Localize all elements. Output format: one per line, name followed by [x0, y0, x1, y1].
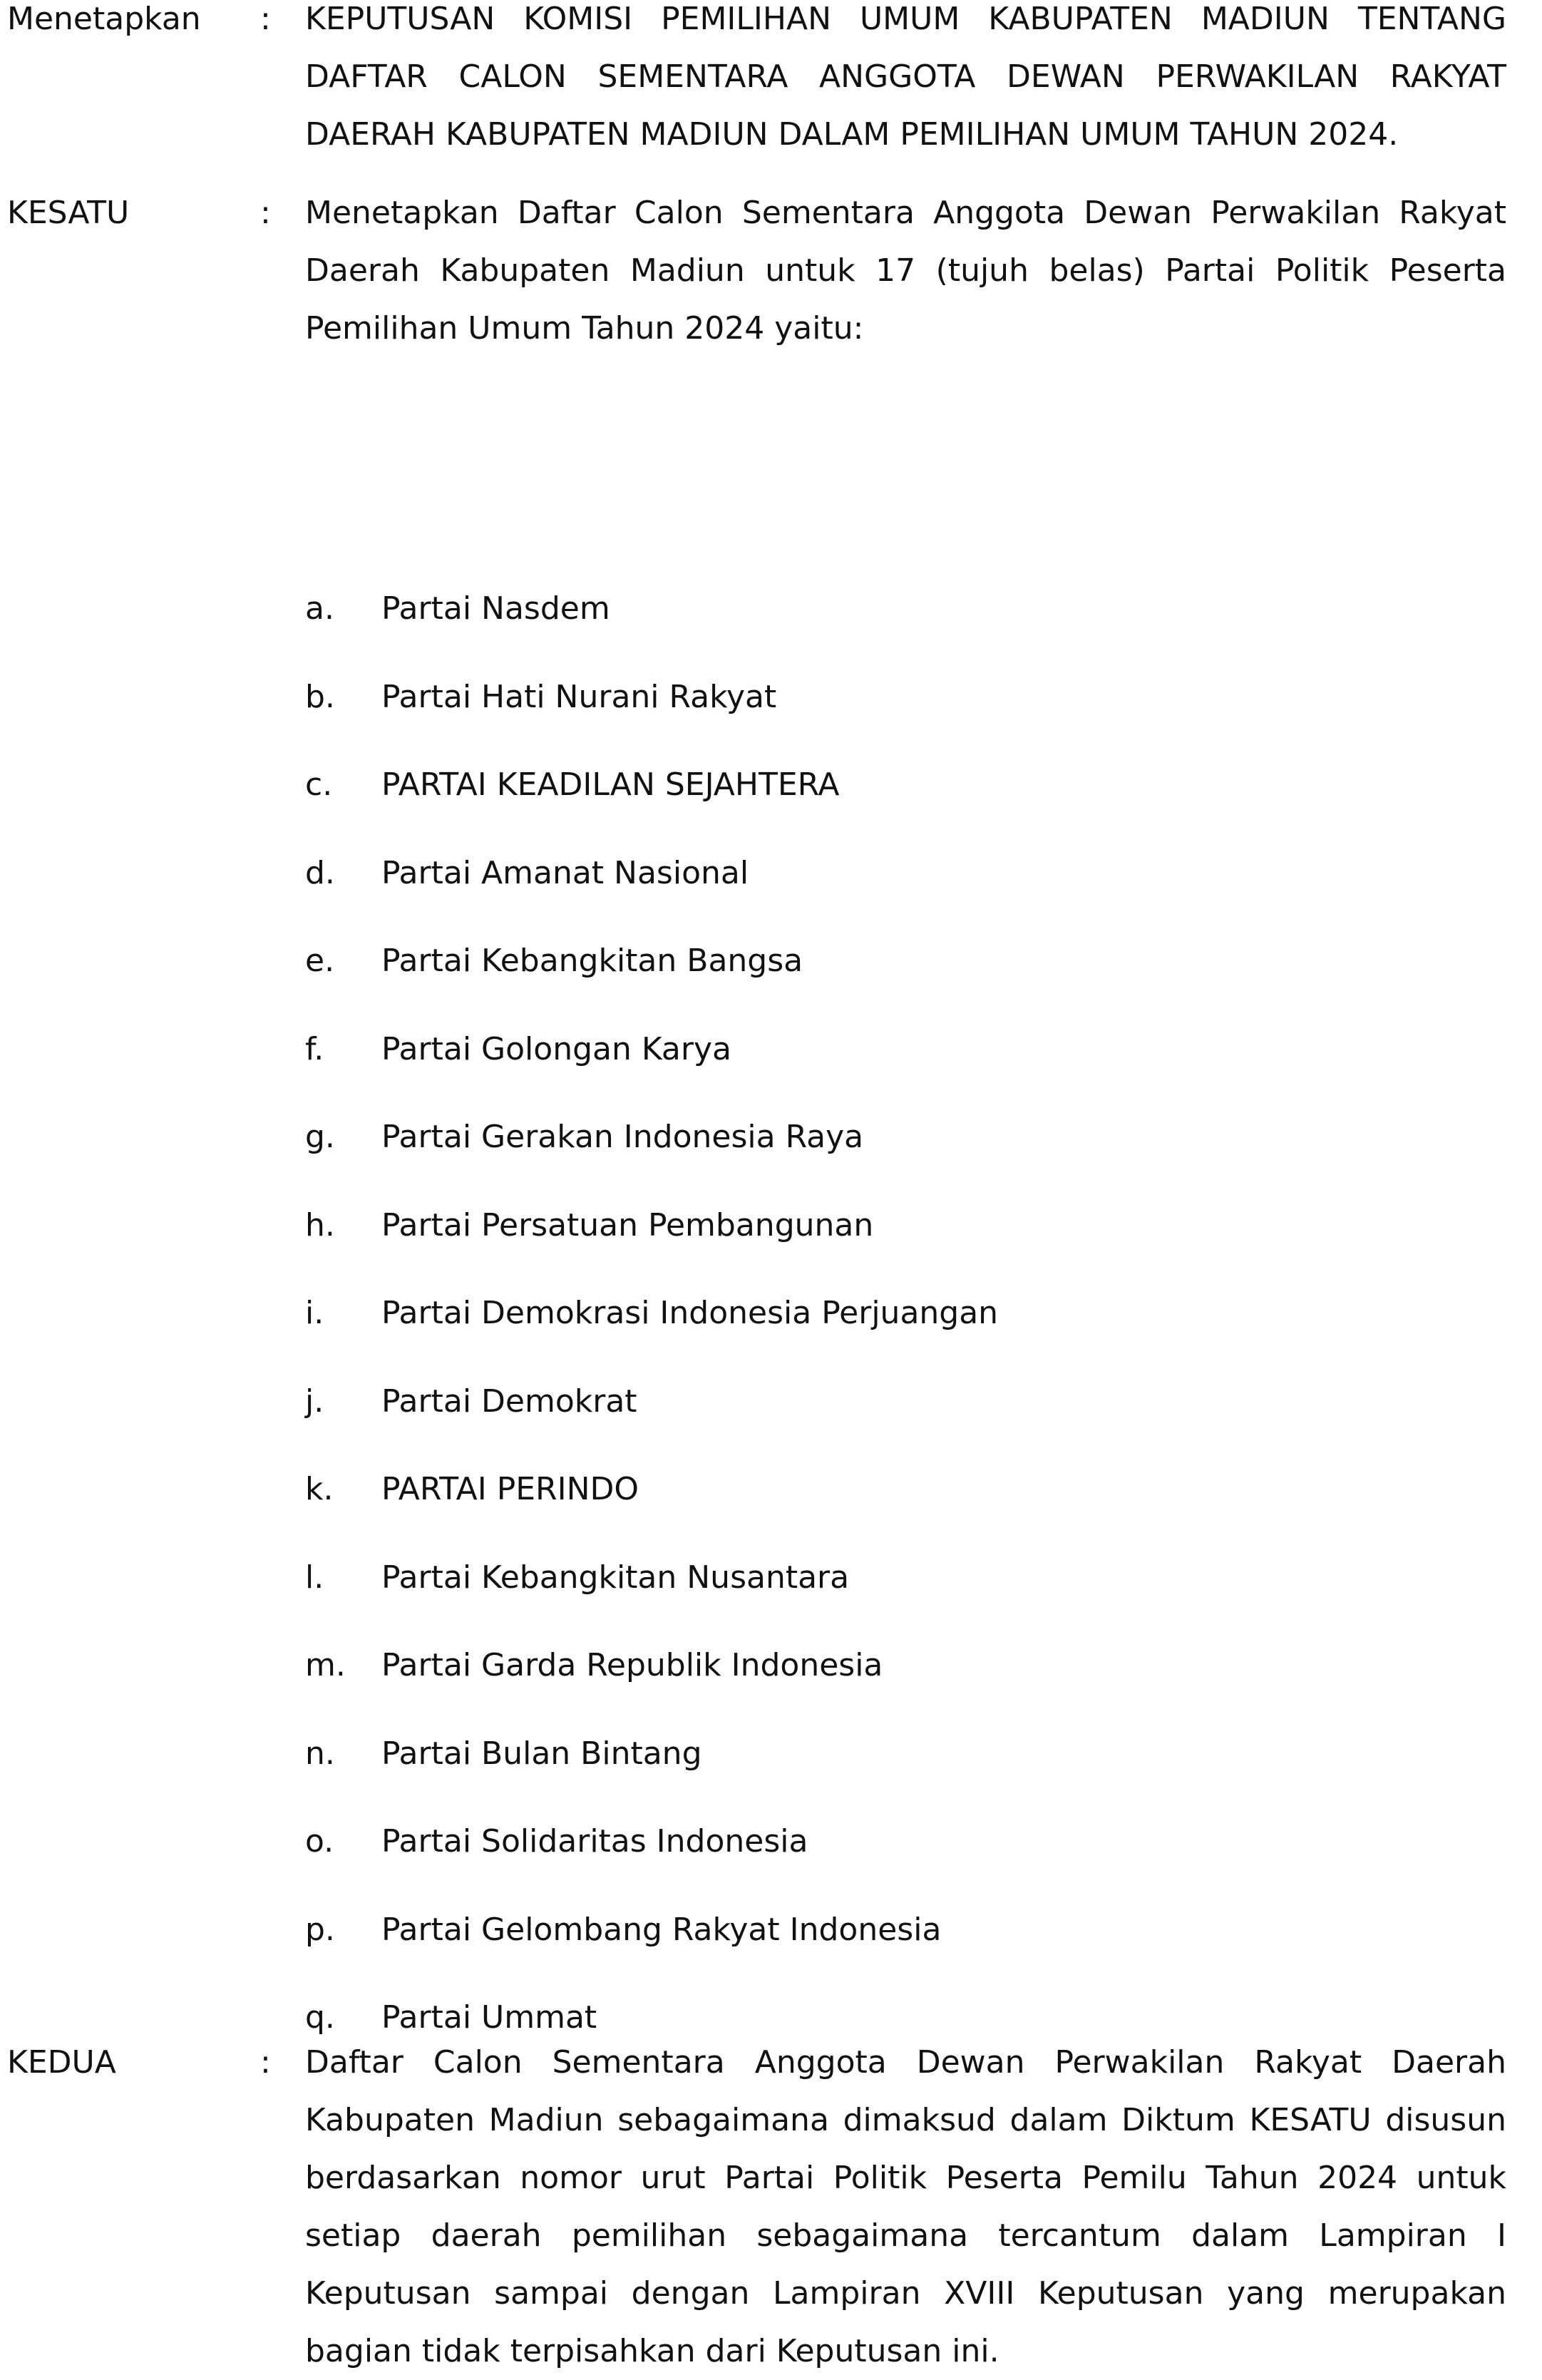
- section-label: KESATU: [7, 195, 130, 231]
- list-item: [0, 580, 1542, 637]
- list-item-letter: j.: [305, 1383, 324, 1420]
- list-item-letter: e.: [305, 943, 335, 979]
- list-item: [0, 1020, 1542, 1078]
- party-name: PARTAI PERINDO: [381, 1471, 639, 1507]
- list-item-letter: n.: [305, 1735, 335, 1772]
- list-item: [0, 844, 1542, 902]
- list-item-letter: a.: [305, 590, 334, 627]
- section-label: KEDUA: [7, 2044, 116, 2081]
- colon-separator: :: [260, 1, 271, 37]
- list-item-letter: b.: [305, 678, 335, 715]
- list-item-letter: f.: [305, 1030, 324, 1067]
- colon-separator: :: [260, 2044, 271, 2081]
- party-name: Partai Nasdem: [381, 590, 610, 627]
- party-name: Partai Gerakan Indonesia Raya: [381, 1119, 864, 1155]
- list-item: [0, 1284, 1542, 1342]
- kedua-text: Daftar Calon Sementara Anggota Dewan Perwakilan Rakyat Daerah Kabupaten Madiun sebagaimana dimaksud dalam Diktum KESATU disusun berdasarkan nomor urut Partai Politik Peserta Pemilu Tahun 2024 untuk setiap daerah pemilihan sebagaimana tercantum dalam Lampiran I Keputusan sampai dengan Lampiran XVIII Keputusan yang merupakan bagian tidak terpisahkan dari Keputusan ini.: [305, 2044, 1506, 2369]
- list-item: [0, 1196, 1542, 1254]
- list-item-letter: g.: [305, 1119, 335, 1155]
- party-name: PARTAI KEADILAN SEJAHTERA: [381, 766, 840, 803]
- party-name: Partai Hati Nurani Rakyat: [381, 678, 777, 715]
- decision-title: KEPUTUSAN KOMISI PEMILIHAN UMUM KABUPATEN MADIUN TENTANG DAFTAR CALON SEMENTARA ANGGOTA DEWAN PERWAKILAN RAKYAT DAERAH KABUPATEN MADIUN DALAM PEMILIHAN UMUM TAHUN 2024.: [305, 1, 1506, 153]
- party-name: Partai Bulan Bintang: [381, 1735, 702, 1772]
- list-item: [0, 756, 1542, 814]
- list-item-letter: l.: [305, 1559, 324, 1596]
- party-name: Partai Amanat Nasional: [381, 854, 749, 891]
- list-item: [0, 1460, 1542, 1518]
- list-item: [0, 1636, 1542, 1694]
- list-item-letter: d.: [305, 854, 335, 891]
- party-name: Partai Gelombang Rakyat Indonesia: [381, 1911, 942, 1948]
- list-item: [0, 1373, 1542, 1430]
- party-name: Partai Solidaritas Indonesia: [381, 1823, 808, 1860]
- list-item-letter: o.: [305, 1823, 334, 1860]
- list-item: [0, 932, 1542, 990]
- list-item: [0, 1108, 1542, 1166]
- list-item-letter: p.: [305, 1911, 335, 1948]
- party-name: Partai Persatuan Pembangunan: [381, 1206, 874, 1243]
- party-name: Partai Kebangkitan Nusantara: [381, 1559, 850, 1596]
- party-name: Partai Garda Republik Indonesia: [381, 1647, 883, 1683]
- party-name: Partai Golongan Karya: [381, 1030, 731, 1067]
- party-name: Partai Ummat: [381, 1999, 597, 2036]
- list-item-letter: c.: [305, 766, 333, 803]
- list-item: [0, 1725, 1542, 1783]
- list-item: [0, 668, 1542, 726]
- kesatu-text: Menetapkan Daftar Calon Sementara Anggota Dewan Perwakilan Rakyat Daerah Kabupaten Madiun untuk 17 (tujuh belas) Partai Politik Peserta Pemilihan Umum Tahun 2024 yaitu:: [305, 195, 1506, 347]
- list-item: [0, 1812, 1542, 1870]
- colon-separator: :: [260, 195, 271, 231]
- list-item: [0, 1901, 1542, 1959]
- list-item-letter: m.: [305, 1647, 346, 1683]
- list-item-letter: q.: [305, 1999, 335, 2036]
- list-item-letter: i.: [305, 1295, 324, 1331]
- list-item-letter: h.: [305, 1206, 335, 1243]
- party-name: Partai Demokrat: [381, 1383, 637, 1420]
- section-kesatu: [0, 184, 1542, 2036]
- section-label: Menetapkan: [7, 1, 201, 37]
- list-item-letter: k.: [305, 1471, 334, 1507]
- party-name: Partai Kebangkitan Bangsa: [381, 943, 803, 979]
- party-name: Partai Demokrasi Indonesia Perjuangan: [381, 1295, 999, 1331]
- list-item: [0, 1549, 1542, 1606]
